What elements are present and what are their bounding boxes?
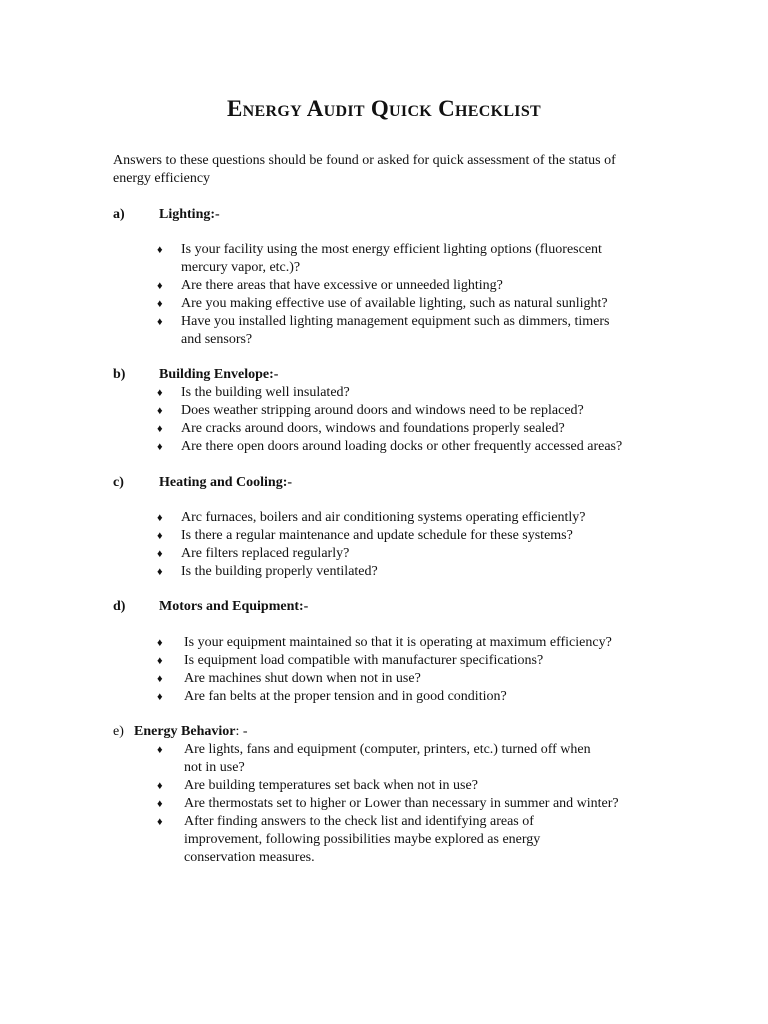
checklist-item-text: Is your facility using the most energy efficient lighting options (fluorescent mercury vapor, etc.)? [181, 242, 602, 275]
checklist-item [157, 670, 657, 688]
section-label: a) [113, 207, 125, 222]
diamond-bullet-icon: ♦ [157, 816, 163, 828]
checklist-item [157, 420, 657, 438]
checklist-item-text: Is equipment load compatible with manufacturer specifications? [184, 653, 544, 668]
section-label: e) [113, 724, 124, 739]
section-label: c) [113, 475, 124, 490]
checklist-item [157, 652, 657, 670]
checklist-item [157, 402, 657, 420]
section-label: d) [113, 599, 126, 614]
diamond-bullet-icon: ♦ [157, 298, 163, 310]
checklist-item-text: Are there areas that have excessive or unneeded lighting? [181, 278, 503, 293]
checklist-item-text: Does weather stripping around doors and windows need to be replaced? [181, 403, 584, 418]
checklist-item [157, 438, 657, 456]
checklist [157, 509, 657, 581]
checklist-item-text: After finding answers to the check list and identifying areas of improvement, following possibilities maybe explored as energy conservation measures. [184, 814, 541, 865]
checklist-item [157, 741, 657, 777]
diamond-bullet-icon: ♦ [157, 798, 163, 810]
diamond-bullet-icon: ♦ [157, 744, 163, 756]
checklist-item-text: Are fan belts at the proper tension and in good condition? [184, 689, 507, 704]
diamond-bullet-icon: ♦ [157, 441, 163, 453]
checklist-item [157, 795, 657, 813]
checklist-item [157, 295, 657, 313]
checklist-item-text: Is the building properly ventilated? [181, 564, 378, 579]
section-title-suffix: : - [235, 724, 248, 739]
checklist-item [157, 634, 657, 652]
diamond-bullet-icon: ♦ [157, 566, 163, 578]
section-label: b) [113, 367, 126, 382]
diamond-bullet-icon: ♦ [157, 423, 163, 435]
diamond-bullet-icon: ♦ [157, 387, 163, 399]
checklist-item-text: Are there open doors around loading docks or other frequently accessed areas? [181, 439, 623, 454]
checklist-item [157, 509, 657, 527]
checklist-item-text: Are cracks around doors, windows and foundations properly sealed? [181, 421, 565, 436]
diamond-bullet-icon: ♦ [157, 512, 163, 524]
checklist-item [157, 384, 657, 402]
checklist-item-text: Is your equipment maintained so that it is operating at maximum efficiency? [184, 635, 612, 650]
section-title: Building Envelope:- [159, 367, 279, 382]
document-title: Energy Audit Quick Checklist [227, 96, 541, 121]
checklist-item-text: Are filters replaced regularly? [181, 546, 350, 561]
checklist [157, 741, 657, 867]
diamond-bullet-icon: ♦ [157, 548, 163, 560]
checklist-item [157, 241, 657, 277]
section-heading [113, 206, 220, 224]
intro-paragraph: Answers to these questions should be found or asked for quick assessment of the status of energy efficiency [113, 153, 616, 186]
diamond-bullet-icon: ♦ [157, 673, 163, 685]
diamond-bullet-icon: ♦ [157, 691, 163, 703]
diamond-bullet-icon: ♦ [157, 655, 163, 667]
checklist-item [157, 277, 657, 295]
checklist-item [157, 527, 657, 545]
checklist-item [157, 313, 657, 349]
checklist-item-text: Are you making effective use of available lighting, such as natural sunlight? [181, 296, 608, 311]
section-heading [113, 723, 248, 741]
diamond-bullet-icon: ♦ [157, 280, 163, 292]
checklist-item [157, 545, 657, 563]
diamond-bullet-icon: ♦ [157, 405, 163, 417]
checklist-item-text: Have you installed lighting management equipment such as dimmers, timers and sensors? [181, 314, 610, 347]
section-title: Lighting:- [159, 207, 220, 222]
checklist-item-text: Are thermostats set to higher or Lower than necessary in summer and winter? [184, 796, 619, 811]
checklist [157, 384, 657, 456]
diamond-bullet-icon: ♦ [157, 780, 163, 792]
checklist-item [157, 563, 657, 581]
section-heading [113, 598, 308, 616]
diamond-bullet-icon: ♦ [157, 244, 163, 256]
checklist [157, 241, 657, 349]
checklist-item-text: Are lights, fans and equipment (computer, printers, etc.) turned off when not in use? [184, 742, 591, 775]
checklist-item [157, 688, 657, 706]
checklist [157, 634, 657, 706]
diamond-bullet-icon: ♦ [157, 530, 163, 542]
checklist-item-text: Arc furnaces, boilers and air conditioning systems operating efficiently? [181, 510, 586, 525]
checklist-item-text: Is the building well insulated? [181, 385, 350, 400]
section-heading [113, 366, 278, 384]
checklist-item-text: Is there a regular maintenance and update schedule for these systems? [181, 528, 573, 543]
diamond-bullet-icon: ♦ [157, 637, 163, 649]
section-title: Motors and Equipment:- [159, 599, 309, 614]
section-title: Heating and Cooling:- [159, 475, 293, 490]
diamond-bullet-icon: ♦ [157, 316, 163, 328]
section-heading [113, 474, 292, 492]
checklist-item [157, 777, 657, 795]
checklist-item [157, 813, 657, 867]
checklist-item-text: Are building temperatures set back when not in use? [184, 778, 478, 793]
section-title: Energy Behavior [134, 724, 236, 739]
checklist-item-text: Are machines shut down when not in use? [184, 671, 421, 686]
